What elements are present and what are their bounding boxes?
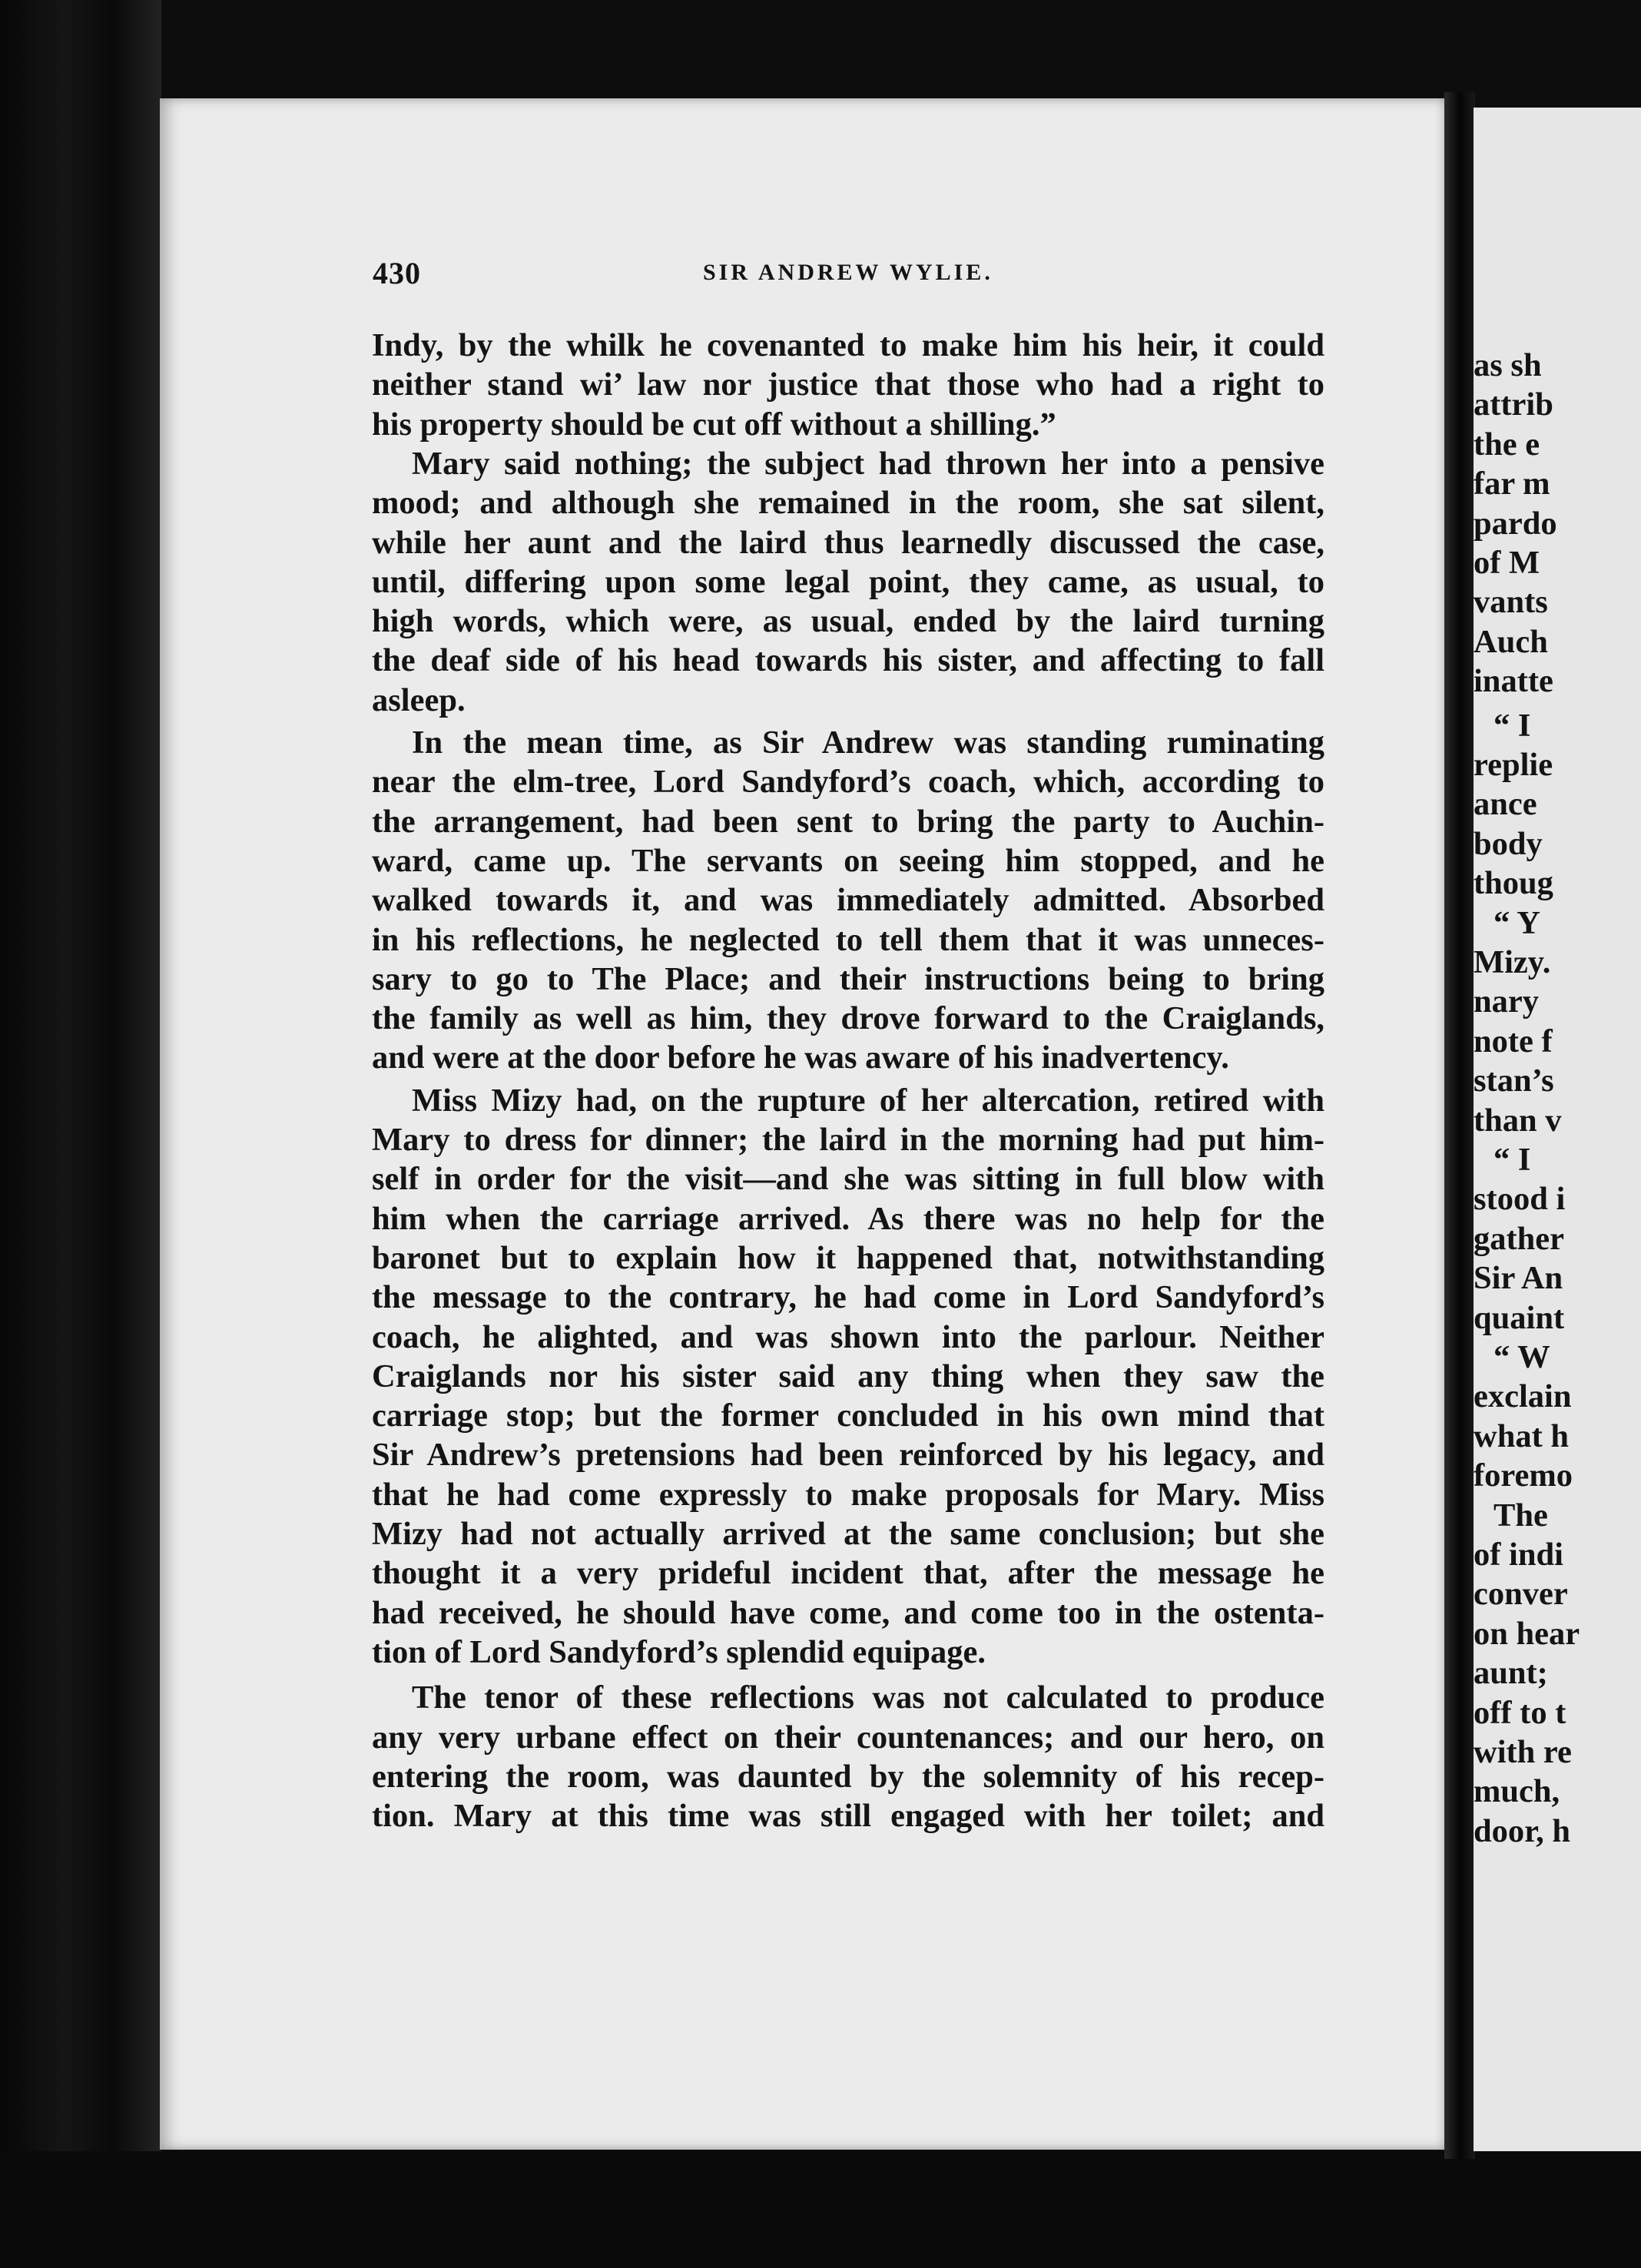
text-line: his property should be cut off without a shilling.”: [372, 406, 1056, 443]
text-line: Miss Mizy had, on the rupture of her altercation, retired with: [412, 1082, 1324, 1119]
facing-page-line: body: [1474, 825, 1543, 862]
facing-page-line: of indi: [1474, 1537, 1563, 1573]
text-line: any very urbane effect on their countenances; and our hero, on: [372, 1719, 1324, 1756]
text-line: near the elm-tree, Lord Sandyford’s coach, which, according to: [372, 764, 1324, 801]
facing-page-line: conver: [1474, 1576, 1568, 1613]
facing-page-line: than v: [1474, 1102, 1562, 1139]
text-line: Indy, by the whilk he covenanted to make him his heir, it could: [372, 327, 1324, 363]
text-line: carriage stop; but the former concluded in his own mind that: [372, 1398, 1324, 1434]
text-line: had received, he should have come, and come too in the ostenta-: [372, 1594, 1324, 1631]
text-line: walked towards it, and was immediately admitted. Absorbed: [372, 882, 1324, 919]
running-head: [373, 255, 1325, 293]
facing-page-line: stan’s: [1474, 1063, 1554, 1099]
text-line: the message to the contrary, he had come in Lord Sandyford’s: [372, 1279, 1324, 1316]
text-line: and were at the door before he was aware of his inadvertency.: [372, 1040, 1229, 1076]
facing-page-line: much,: [1474, 1773, 1560, 1810]
facing-page-line: inatte: [1474, 663, 1553, 700]
text-line: In the mean time, as Sir Andrew was standing ruminating: [412, 724, 1324, 761]
text-line: coach, he alighted, and was shown into the parlour. Neither: [372, 1318, 1324, 1355]
text-line: that he had come expressly to make proposals for Mary. Miss: [372, 1476, 1324, 1513]
facing-page-line: “ W: [1493, 1339, 1550, 1375]
facing-page-line: replie: [1474, 747, 1553, 783]
text-line: Craiglands nor his sister said any thing when they saw the: [372, 1358, 1324, 1394]
facing-page-line: note f: [1474, 1023, 1553, 1059]
facing-page-line: “ I: [1493, 1142, 1531, 1178]
text-line: sary to go to The Place; and their instructions being to bring: [372, 960, 1324, 997]
facing-page-line: Auch: [1474, 623, 1548, 660]
facing-page-line: stood i: [1474, 1181, 1566, 1218]
facing-page-line: thoug: [1474, 865, 1553, 902]
facing-page: [1474, 108, 1641, 2151]
facing-page-line: The: [1493, 1497, 1548, 1534]
text-line: the family as well as him, they drove forward to the Craiglands,: [372, 1000, 1324, 1037]
facing-page-line: exclain: [1474, 1378, 1572, 1415]
facing-page-line: on hear: [1474, 1615, 1580, 1652]
text-line: Mizy had not actually arrived at the same conclusion; but she: [372, 1516, 1324, 1552]
text-line: the arrangement, had been sent to bring the party to Auchin-: [372, 803, 1324, 840]
text-line: asleep.: [372, 681, 466, 718]
facing-page-line: aunt;: [1474, 1655, 1548, 1692]
text-line: until, differing upon some legal point, they came, as usual, to: [372, 563, 1324, 600]
facing-page-line: ance: [1474, 786, 1537, 823]
facing-page-line: gather: [1474, 1220, 1565, 1257]
text-line: Sir Andrew’s pretensions had been reinforced by his legacy, and: [372, 1437, 1324, 1474]
facing-page-line: vants: [1474, 584, 1548, 621]
text-line: self in order for the visit—and she was sitting in full blow with: [372, 1161, 1324, 1198]
text-line: high words, which were, as usual, ended by the laird turning: [372, 603, 1324, 640]
text-line: ward, came up. The servants on seeing him stopped, and he: [372, 842, 1324, 879]
facing-page-line: what h: [1474, 1418, 1569, 1454]
facing-page-line: pardo: [1474, 505, 1557, 542]
text-line: tion. Mary at this time was still engaged with her toilet; and: [372, 1798, 1324, 1835]
scan-bottom-edge: [0, 2151, 1641, 2268]
facing-page-line: as sh: [1474, 347, 1542, 383]
facing-page-line: “ I: [1493, 707, 1531, 744]
facing-page-line: of M: [1474, 545, 1540, 581]
facing-page-line: door, h: [1474, 1812, 1570, 1849]
text-line: while her aunt and the laird thus learnedly discussed the case,: [372, 524, 1324, 561]
facing-page-line: Sir An: [1474, 1260, 1563, 1297]
page-gutter: [1444, 92, 1475, 2159]
text-line: neither stand wi’ law nor justice that those who had a right to: [372, 366, 1324, 403]
running-title: SIR ANDREW WYLIE.: [703, 260, 993, 285]
facing-page-line: attrib: [1474, 386, 1553, 423]
text-line: him when the carriage arrived. As there was no help for the: [372, 1200, 1324, 1237]
text-line: entering the room, was daunted by the solemnity of his recep-: [372, 1758, 1324, 1795]
facing-page-line: Mizy.: [1474, 944, 1551, 980]
book-binding-edge: [0, 0, 161, 2268]
text-line: Mary to dress for dinner; the laird in the morning had put him-: [372, 1122, 1324, 1158]
text-line: the deaf side of his head towards his sister, and affecting to fall: [372, 642, 1324, 679]
text-line: tion of Lord Sandyford’s splendid equipage.: [372, 1633, 986, 1670]
facing-page-line: “ Y: [1493, 904, 1540, 941]
facing-page-line: far m: [1474, 466, 1550, 502]
facing-page-line: the e: [1474, 426, 1540, 463]
text-line: baronet but to explain how it happened that, notwithstanding: [372, 1239, 1324, 1276]
text-line: Mary said nothing; the subject had thrown her into a pensive: [412, 445, 1324, 482]
text-line: thought it a very prideful incident that, after the message he: [372, 1555, 1324, 1592]
facing-page-line: foremo: [1474, 1457, 1573, 1494]
text-line: in his reflections, he neglected to tell them that it was unneces-: [372, 921, 1324, 958]
facing-page-line: nary: [1474, 983, 1539, 1020]
text-line: The tenor of these reflections was not calculated to produce: [412, 1679, 1324, 1716]
page-number: 430: [373, 256, 421, 290]
facing-page-line: with re: [1474, 1734, 1572, 1770]
facing-page-line: off to t: [1474, 1694, 1566, 1731]
facing-page-line: quaint: [1474, 1299, 1565, 1336]
text-line: mood; and although she remained in the room, she sat silent,: [372, 485, 1324, 522]
